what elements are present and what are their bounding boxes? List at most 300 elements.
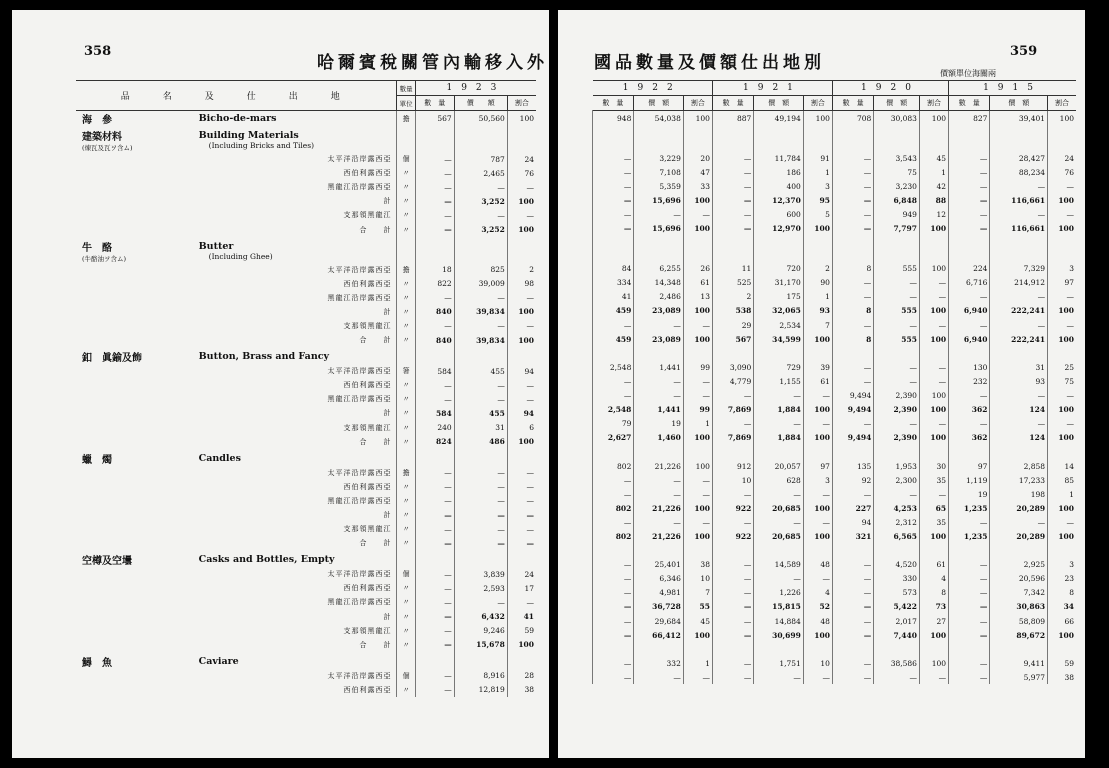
- value-header: 價 額: [634, 96, 684, 111]
- quantity-cell: 6,940: [949, 304, 990, 318]
- value-cell: —: [990, 417, 1048, 431]
- ratio-cell: 91: [803, 151, 832, 165]
- unit-cell: 〃: [397, 194, 415, 208]
- value-cell: 3,230: [874, 179, 920, 193]
- quantity-cell: —: [712, 572, 753, 586]
- category-name: [76, 222, 199, 236]
- category-name: [76, 638, 199, 652]
- value-unit-note: 價額單位海關兩: [940, 69, 996, 78]
- quantity-cell: [593, 236, 634, 262]
- quantity-cell: —: [415, 480, 454, 494]
- ratio-cell: —: [919, 670, 948, 684]
- ratio-cell: —: [803, 515, 832, 529]
- table-row: [593, 318, 1077, 332]
- quantity-cell: 912: [712, 459, 753, 473]
- ratio-cell: 85: [1048, 473, 1076, 487]
- table-row: [593, 501, 1077, 515]
- table-row: [76, 319, 536, 333]
- value-cell: —: [634, 515, 684, 529]
- ratio-cell: 100: [919, 111, 948, 126]
- quantity-cell: —: [832, 276, 873, 290]
- value-cell: 7,342: [990, 586, 1048, 600]
- ratio-cell: 25: [1048, 360, 1076, 374]
- ratio-cell: 97: [1048, 276, 1076, 290]
- quantity-header: 數 量: [415, 96, 454, 111]
- table-row: [593, 179, 1077, 193]
- commodity-label: Candles: [198, 452, 241, 464]
- quantity-cell: [593, 125, 634, 151]
- table-row: [593, 389, 1077, 403]
- ratio-cell: 100: [1048, 628, 1076, 642]
- value-cell: —: [990, 389, 1048, 403]
- ratio-header: 割合: [507, 96, 536, 111]
- quantity-cell: [593, 544, 634, 558]
- table-row: [76, 508, 536, 522]
- right-page: [558, 10, 1085, 758]
- quantity-cell: 84: [593, 262, 634, 276]
- origin-region: 太平洋沿岸露西亞: [327, 367, 392, 376]
- table-row: [76, 166, 536, 180]
- ratio-cell: [1048, 445, 1076, 459]
- unit-cell: 〃: [397, 480, 415, 494]
- unit-cell: 〃: [397, 392, 415, 406]
- value-cell: 4,253: [874, 501, 920, 515]
- category-name: [76, 152, 199, 166]
- quantity-cell: —: [949, 656, 990, 670]
- value-cell: [454, 550, 507, 567]
- value-cell: 9,411: [990, 656, 1048, 670]
- quantity-cell: —: [712, 670, 753, 684]
- ratio-cell: [803, 642, 832, 656]
- value-cell: 214,912: [990, 276, 1048, 290]
- quantity-cell: 824: [415, 435, 454, 449]
- value-cell: 124: [990, 403, 1048, 417]
- ratio-cell: —: [1048, 207, 1076, 221]
- unit-cell: 〃: [397, 638, 415, 652]
- quantity-cell: 708: [832, 111, 873, 126]
- quantity-cell: —: [832, 417, 873, 431]
- quantity-cell: —: [949, 179, 990, 193]
- category-name: [76, 421, 199, 435]
- ratio-cell: [919, 445, 948, 459]
- value-cell: 486: [454, 435, 507, 449]
- unit-cell: 〃: [397, 277, 415, 291]
- value-cell: 20,289: [990, 501, 1048, 515]
- value-cell: 5,359: [634, 179, 684, 193]
- quantity-cell: —: [415, 208, 454, 222]
- ratio-cell: —: [683, 207, 712, 221]
- ratio-cell: —: [683, 374, 712, 388]
- value-cell: 36,728: [634, 600, 684, 614]
- value-cell: 12,970: [754, 222, 804, 236]
- quantity-cell: 362: [949, 403, 990, 417]
- unit-cell: 〃: [397, 435, 415, 449]
- quantity-cell: —: [832, 151, 873, 165]
- ratio-cell: 1: [919, 165, 948, 179]
- value-cell: 555: [874, 332, 920, 346]
- category-name: [76, 347, 199, 364]
- ratio-cell: 7: [803, 318, 832, 332]
- ratio-cell: [919, 125, 948, 151]
- left-page-number: 358: [84, 44, 112, 59]
- value-cell: 222,241: [990, 332, 1048, 346]
- ratio-cell: [507, 347, 536, 364]
- table-row: [76, 624, 536, 638]
- quantity-cell: —: [949, 572, 990, 586]
- table-row: [593, 558, 1077, 572]
- value-cell: [754, 125, 804, 151]
- quantity-cell: —: [593, 572, 634, 586]
- ratio-cell: 23: [1048, 572, 1076, 586]
- table-row: [593, 417, 1077, 431]
- value-cell: [634, 346, 684, 360]
- table-row: [76, 480, 536, 494]
- value-cell: 30,863: [990, 600, 1048, 614]
- ratio-cell: 14: [1048, 459, 1076, 473]
- category-name: [76, 166, 199, 180]
- ratio-cell: 24: [507, 152, 536, 166]
- origin-region: 計: [383, 511, 392, 520]
- origin-region: 西伯利露西亞: [343, 169, 392, 178]
- left-page-header: 哈爾賓稅關管內輸移入外: [317, 53, 548, 73]
- value-cell: [874, 544, 920, 558]
- ratio-cell: [803, 125, 832, 151]
- ratio-cell: [507, 237, 536, 263]
- quantity-cell: —: [832, 656, 873, 670]
- table-row: [76, 333, 536, 347]
- ratio-cell: 100: [507, 435, 536, 449]
- value-cell: —: [990, 318, 1048, 332]
- ratio-cell: —: [683, 473, 712, 487]
- table-row: [76, 291, 536, 305]
- value-cell: [634, 642, 684, 656]
- table-row: [593, 600, 1077, 614]
- quantity-cell: [832, 544, 873, 558]
- quantity-cell: 362: [949, 431, 990, 445]
- category-name: [76, 522, 199, 536]
- year-1923-header: 1923: [415, 81, 536, 96]
- quantity-cell: 802: [593, 459, 634, 473]
- ratio-cell: —: [1048, 515, 1076, 529]
- value-cell: —: [634, 473, 684, 487]
- ratio-cell: 47: [683, 165, 712, 179]
- ratio-cell: [507, 449, 536, 466]
- ratio-cell: —: [1048, 417, 1076, 431]
- quantity-cell: —: [949, 290, 990, 304]
- table-row: [76, 435, 536, 449]
- quantity-cell: 525: [712, 276, 753, 290]
- ratio-cell: 100: [507, 305, 536, 319]
- ratio-cell: 24: [1048, 151, 1076, 165]
- table-row: [593, 459, 1077, 473]
- value-header: 價 額: [874, 96, 920, 111]
- value-cell: 7,440: [874, 628, 920, 642]
- quantity-cell: [712, 236, 753, 262]
- quantity-cell: 567: [712, 332, 753, 346]
- quantity-cell: —: [593, 165, 634, 179]
- value-cell: 198: [990, 487, 1048, 501]
- table-row: [76, 305, 536, 319]
- table-row: [76, 522, 536, 536]
- quantity-cell: [712, 445, 753, 459]
- ratio-cell: —: [507, 536, 536, 550]
- quantity-cell: 459: [593, 304, 634, 318]
- category-label: 釦 眞鍮及飾: [82, 353, 142, 365]
- quantity-cell: 135: [832, 459, 873, 473]
- quantity-cell: —: [593, 670, 634, 684]
- value-cell: 14,348: [634, 276, 684, 290]
- value-cell: 1,460: [634, 431, 684, 445]
- commodity-name: [199, 449, 397, 466]
- table-row: [76, 347, 536, 364]
- unit-cell: 擔: [397, 263, 415, 277]
- value-cell: —: [454, 522, 507, 536]
- ratio-cell: 26: [683, 262, 712, 276]
- ratio-cell: 61: [803, 374, 832, 388]
- table-row: [76, 364, 536, 378]
- ratio-cell: 38: [683, 558, 712, 572]
- value-cell: —: [454, 319, 507, 333]
- value-cell: 39,834: [454, 305, 507, 319]
- value-cell: —: [634, 374, 684, 388]
- quantity-cell: —: [415, 319, 454, 333]
- value-cell: 3,229: [634, 151, 684, 165]
- quantity-cell: —: [415, 683, 454, 697]
- origin-region: 合 計: [359, 225, 392, 234]
- ratio-cell: 73: [919, 600, 948, 614]
- quantity-cell: [415, 550, 454, 567]
- value-cell: 3,839: [454, 567, 507, 581]
- quantity-cell: —: [712, 558, 753, 572]
- year-1920-header: 1920: [832, 81, 948, 96]
- origin-region: 西伯利露西亞: [343, 482, 392, 491]
- quantity-cell: —: [593, 193, 634, 207]
- value-cell: 5,422: [874, 600, 920, 614]
- value-cell: 50,560: [454, 111, 507, 127]
- quantity-cell: —: [593, 389, 634, 403]
- ratio-cell: 100: [507, 111, 536, 127]
- quantity-cell: —: [949, 558, 990, 572]
- ratio-cell: 100: [1048, 431, 1076, 445]
- category-name: [76, 669, 199, 683]
- ratio-cell: —: [919, 360, 948, 374]
- category-name: [76, 567, 199, 581]
- ratio-cell: 100: [919, 403, 948, 417]
- commodity-label: Building Materials: [198, 130, 299, 141]
- quantity-cell: [832, 125, 873, 151]
- ratio-cell: 8: [1048, 586, 1076, 600]
- quantity-cell: —: [712, 417, 753, 431]
- value-cell: 54,038: [634, 111, 684, 126]
- ratio-cell: 3: [803, 179, 832, 193]
- origin-region: 太平洋沿岸露西亞: [327, 265, 392, 274]
- ratio-cell: —: [507, 494, 536, 508]
- ratio-cell: 34: [1048, 600, 1076, 614]
- quantity-cell: —: [415, 610, 454, 624]
- value-cell: 19: [634, 417, 684, 431]
- commodity-label: Button, Brass and Fancy: [198, 351, 330, 363]
- origin-region: 計: [383, 197, 392, 206]
- quantity-cell: —: [415, 595, 454, 609]
- category-name: [76, 435, 199, 449]
- quantity-cell: —: [593, 614, 634, 628]
- value-cell: 32,065: [754, 304, 804, 318]
- ratio-cell: 98: [507, 277, 536, 291]
- ratio-cell: —: [919, 318, 948, 332]
- value-cell: —: [454, 208, 507, 222]
- value-cell: 555: [874, 262, 920, 276]
- item-header: 品 名 及 仕 出 地: [76, 81, 397, 111]
- quantity-cell: 7,869: [712, 403, 753, 417]
- ratio-cell: 3: [1048, 558, 1076, 572]
- category-name: [76, 466, 199, 480]
- value-cell: 6,346: [634, 572, 684, 586]
- unit-cell: 〃: [397, 180, 415, 194]
- ratio-cell: 59: [507, 624, 536, 638]
- ratio-cell: 35: [919, 473, 948, 487]
- quantity-cell: 9,494: [832, 431, 873, 445]
- value-cell: —: [634, 670, 684, 684]
- value-cell: —: [634, 389, 684, 403]
- unit-cell: 〃: [397, 421, 415, 435]
- table-row: [593, 642, 1077, 656]
- quantity-cell: 10: [712, 473, 753, 487]
- ratio-cell: 65: [919, 501, 948, 515]
- value-cell: 15,696: [634, 222, 684, 236]
- value-cell: 29,684: [634, 614, 684, 628]
- commodity-name: [199, 237, 397, 263]
- value-cell: [990, 125, 1048, 151]
- origin-region: 西伯利露西亞: [343, 381, 392, 390]
- commodity-name: [199, 652, 397, 669]
- unit-cell: 〃: [397, 610, 415, 624]
- quantity-cell: [832, 236, 873, 262]
- category-name: [76, 291, 199, 305]
- quantity-cell: —: [415, 291, 454, 305]
- ratio-cell: 6: [507, 421, 536, 435]
- category-name: [76, 508, 199, 522]
- category-name: [76, 449, 199, 466]
- unit-cell: 個: [397, 669, 415, 683]
- ratio-cell: [1048, 642, 1076, 656]
- origin-region: 支那領黑龍江: [343, 321, 392, 330]
- ratio-cell: 99: [683, 360, 712, 374]
- quantity-cell: 92: [832, 473, 873, 487]
- ratio-cell: —: [803, 572, 832, 586]
- table-row: [593, 445, 1077, 459]
- ratio-cell: 61: [683, 276, 712, 290]
- ratio-cell: 35: [919, 515, 948, 529]
- unit-cell: 〃: [397, 683, 415, 697]
- category-name: [76, 494, 199, 508]
- value-cell: [754, 445, 804, 459]
- ratio-cell: —: [507, 522, 536, 536]
- ratio-cell: [507, 550, 536, 567]
- table-row: [76, 683, 536, 697]
- quantity-cell: 4,779: [712, 374, 753, 388]
- table-row: [593, 125, 1077, 151]
- ratio-cell: —: [803, 487, 832, 501]
- value-cell: 75: [874, 165, 920, 179]
- value-cell: 1,884: [754, 403, 804, 417]
- quantity-cell: —: [949, 628, 990, 642]
- value-cell: [754, 544, 804, 558]
- value-cell: 2,390: [874, 389, 920, 403]
- quantity-cell: 6,716: [949, 276, 990, 290]
- ratio-cell: 100: [919, 304, 948, 318]
- value-header: 價 額: [754, 96, 804, 111]
- table-row: [593, 529, 1077, 543]
- value-cell: —: [634, 318, 684, 332]
- value-cell: 4,981: [634, 586, 684, 600]
- quantity-cell: —: [415, 378, 454, 392]
- ratio-cell: —: [507, 378, 536, 392]
- quantity-cell: —: [593, 628, 634, 642]
- table-row: [593, 262, 1077, 276]
- value-cell: —: [990, 207, 1048, 221]
- table-row: [76, 208, 536, 222]
- table-row: [76, 550, 536, 567]
- ratio-cell: [683, 445, 712, 459]
- ratio-cell: 100: [683, 332, 712, 346]
- value-cell: —: [990, 179, 1048, 193]
- quantity-cell: 1,235: [949, 501, 990, 515]
- ratio-cell: [1048, 346, 1076, 360]
- quantity-cell: —: [593, 515, 634, 529]
- quantity-cell: [949, 236, 990, 262]
- right-page-number: 359: [1010, 44, 1038, 59]
- quantity-cell: —: [712, 614, 753, 628]
- unit-cell: 〃: [397, 595, 415, 609]
- quantity-header: 數 量: [832, 96, 873, 111]
- quantity-header: 數 量: [712, 96, 753, 111]
- value-cell: 25,401: [634, 558, 684, 572]
- ratio-cell: 100: [803, 222, 832, 236]
- quantity-cell: —: [949, 222, 990, 236]
- table-row: [76, 494, 536, 508]
- category-label: 建築材料: [82, 132, 122, 143]
- quantity-cell: [415, 652, 454, 669]
- quantity-cell: —: [712, 656, 753, 670]
- value-cell: 628: [754, 473, 804, 487]
- value-cell: 825: [454, 263, 507, 277]
- category-label: 蠟 燭: [82, 454, 112, 466]
- ratio-cell: 100: [803, 501, 832, 515]
- quantity-cell: —: [712, 628, 753, 642]
- value-cell: [454, 237, 507, 263]
- value-cell: —: [874, 276, 920, 290]
- value-cell: 6,255: [634, 262, 684, 276]
- ratio-cell: 38: [507, 683, 536, 697]
- ratio-cell: 100: [803, 332, 832, 346]
- value-cell: 729: [754, 360, 804, 374]
- ratio-cell: 5: [803, 207, 832, 221]
- value-cell: [454, 449, 507, 466]
- value-cell: 1,953: [874, 459, 920, 473]
- table-row: [76, 595, 536, 609]
- value-cell: —: [454, 392, 507, 406]
- ratio-cell: 1: [1048, 487, 1076, 501]
- value-cell: 2,312: [874, 515, 920, 529]
- quantity-cell: 18: [415, 263, 454, 277]
- table-row: [76, 406, 536, 420]
- quantity-cell: 29: [712, 318, 753, 332]
- value-cell: 2,300: [874, 473, 920, 487]
- ratio-cell: —: [919, 487, 948, 501]
- ratio-cell: —: [683, 318, 712, 332]
- category-note: (牛酪油ヲ含ム): [82, 254, 127, 263]
- category-label: 海 參: [82, 115, 112, 126]
